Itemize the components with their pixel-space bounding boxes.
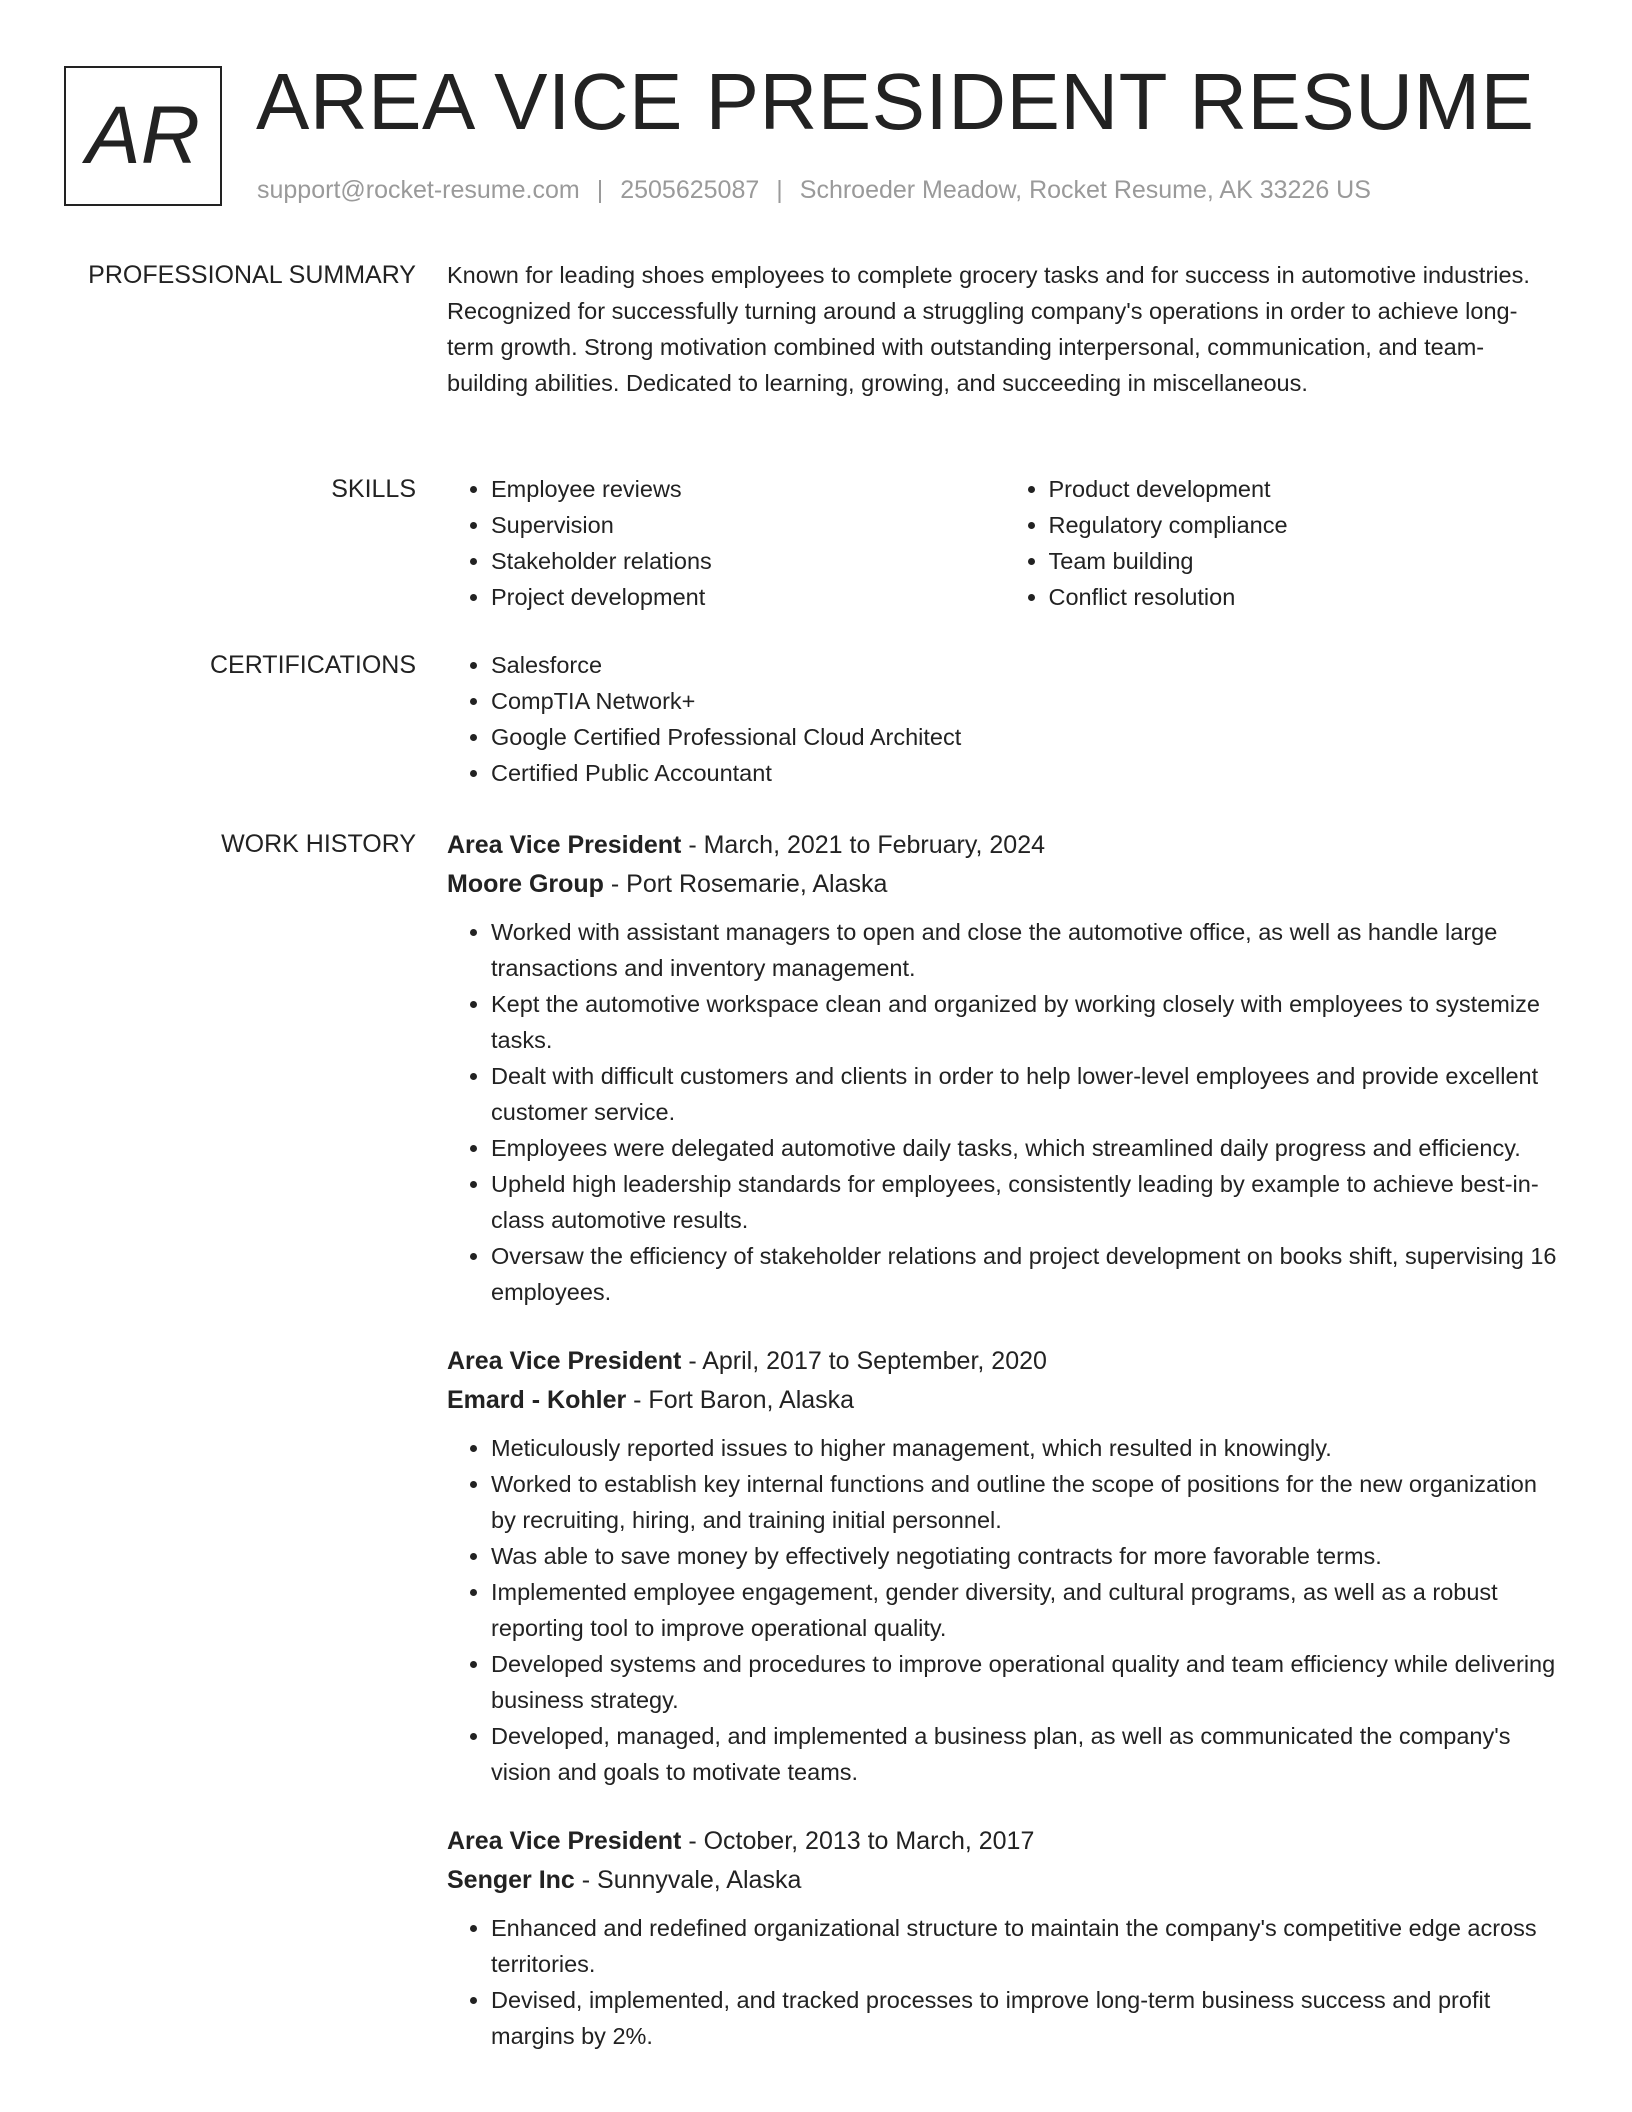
contact-separator: | (776, 176, 783, 204)
job-title-line (447, 1342, 1562, 1381)
list-item: • Dealt with difficult customers and clients in order to help lower-level employees and provide excellent customer service. (491, 1058, 1562, 1130)
list-item: • Regulatory compliance (1049, 507, 1563, 543)
list-item: • Worked with assistant managers to open and close the automotive office, as well as handle large transactions and inventory management. (491, 914, 1562, 986)
list-item: • Project development (491, 579, 1005, 615)
job-bullets (447, 914, 1562, 1310)
contact-email[interactable]: support@rocket-resume.com (257, 176, 580, 204)
list-item: • Oversaw the efficiency of stakeholder relations and project development on books shift, supervising 16 employees. (491, 1238, 1562, 1310)
list-item: • Certified Public Accountant (491, 755, 1562, 791)
job-dates: - March, 2021 to February, 2024 (681, 831, 1046, 859)
contact-address: Schroeder Meadow, Rocket Resume, AK 33226 US (799, 176, 1371, 204)
job-company-line (447, 1381, 1562, 1420)
job-location: - Fort Baron, Alaska (626, 1386, 855, 1414)
summary-text: Known for leading shoes employees to complete grocery tasks and for success in automotive industries. Recognized for successfully turning around a struggling company's operations in order to achieve long-term growth. Strong motivation combined with outstanding interpersonal, communication, and team-building abilities. Dedicated to learning, growing, and succeeding in miscellaneous. (447, 262, 1530, 396)
work-history-body (447, 826, 1562, 2086)
list-item: • Developed systems and procedures to improve operational quality and team efficiency while delivering business strategy. (491, 1646, 1562, 1718)
contact-line (257, 172, 1371, 208)
list-item: • Developed, managed, and implemented a business plan, as well as communicated the company's vision and goals to motivate teams. (491, 1718, 1562, 1790)
list-item: • Stakeholder relations (491, 543, 1005, 579)
list-item: • Devised, implemented, and tracked processes to improve long-term business success and profit margins by 2%. (491, 1982, 1562, 2054)
job-bullets (447, 1910, 1562, 2054)
job-title: Area Vice President (447, 831, 682, 859)
list-item: • CompTIA Network+ (491, 683, 1562, 719)
job-location: - Port Rosemarie, Alaska (603, 870, 888, 898)
skills-heading: SKILLS (331, 475, 416, 503)
list-item: • Google Certified Professional Cloud Architect (491, 719, 1562, 755)
job-company-line (447, 865, 1562, 904)
job-company: Emard - Kohler (447, 1386, 627, 1414)
list-item: • Upheld high leadership standards for employees, consistently leading by example to achieve best-in-class automotive results. (491, 1166, 1562, 1238)
list-item: • Team building (1049, 543, 1563, 579)
skills-list-right (1005, 471, 1563, 615)
list-item: • Employee reviews (491, 471, 1005, 507)
list-item: • Kept the automotive workspace clean and organized by working closely with employees to systemize tasks. (491, 986, 1562, 1058)
list-item: • Supervision (491, 507, 1005, 543)
job-title-line (447, 826, 1562, 865)
job-dates: - October, 2013 to March, 2017 (681, 1827, 1035, 1855)
contact-phone[interactable]: 2505625087 (620, 176, 760, 204)
monogram-logo (64, 66, 222, 206)
monogram-initials: AR (86, 90, 200, 181)
job-company: Senger Inc (447, 1866, 575, 1894)
list-item: • Conflict resolution (1049, 579, 1563, 615)
job-company: Moore Group (447, 870, 604, 898)
certifications-heading: CERTIFICATIONS (209, 651, 416, 679)
job-entry (447, 1822, 1562, 2054)
job-dates: - April, 2017 to September, 2020 (681, 1347, 1047, 1375)
certifications-body (447, 647, 1562, 791)
certifications-list (447, 647, 1562, 791)
job-location: - Sunnyvale, Alaska (574, 1866, 802, 1894)
summary-heading: PROFESSIONAL SUMMARY (88, 261, 416, 289)
job-entry (447, 826, 1562, 1310)
list-item: • Implemented employee engagement, gender diversity, and cultural programs, as well as a robust reporting tool to improve operational quality. (491, 1574, 1562, 1646)
job-bullets (447, 1430, 1562, 1790)
list-item: • Employees were delegated automotive daily tasks, which streamlined daily progress and efficiency. (491, 1130, 1562, 1166)
job-company-line (447, 1861, 1562, 1900)
list-item: • Was able to save money by effectively negotiating contracts for more favorable terms. (491, 1538, 1562, 1574)
list-item: • Enhanced and redefined organizational structure to maintain the company's competitive edge across territories. (491, 1910, 1562, 1982)
list-item: • Salesforce (491, 647, 1562, 683)
job-title-line (447, 1822, 1562, 1861)
list-item: • Worked to establish key internal functions and outline the scope of positions for the new organization by recruiting, hiring, and training initial personnel. (491, 1466, 1562, 1538)
list-item: • Meticulously reported issues to higher management, which resulted in knowingly. (491, 1430, 1562, 1466)
job-title: Area Vice President (447, 1347, 682, 1375)
resume-title: AREA VICE PRESIDENT RESUME (256, 57, 1535, 146)
skills-grid (447, 471, 1562, 615)
job-title: Area Vice President (447, 1827, 682, 1855)
work-history-heading: WORK HISTORY (221, 830, 416, 858)
summary-body (447, 257, 1562, 401)
job-entry (447, 1342, 1562, 1790)
contact-separator: | (596, 176, 604, 204)
skills-body (447, 471, 1562, 615)
list-item: • Product development (1049, 471, 1563, 507)
skills-list-left (447, 471, 1005, 615)
